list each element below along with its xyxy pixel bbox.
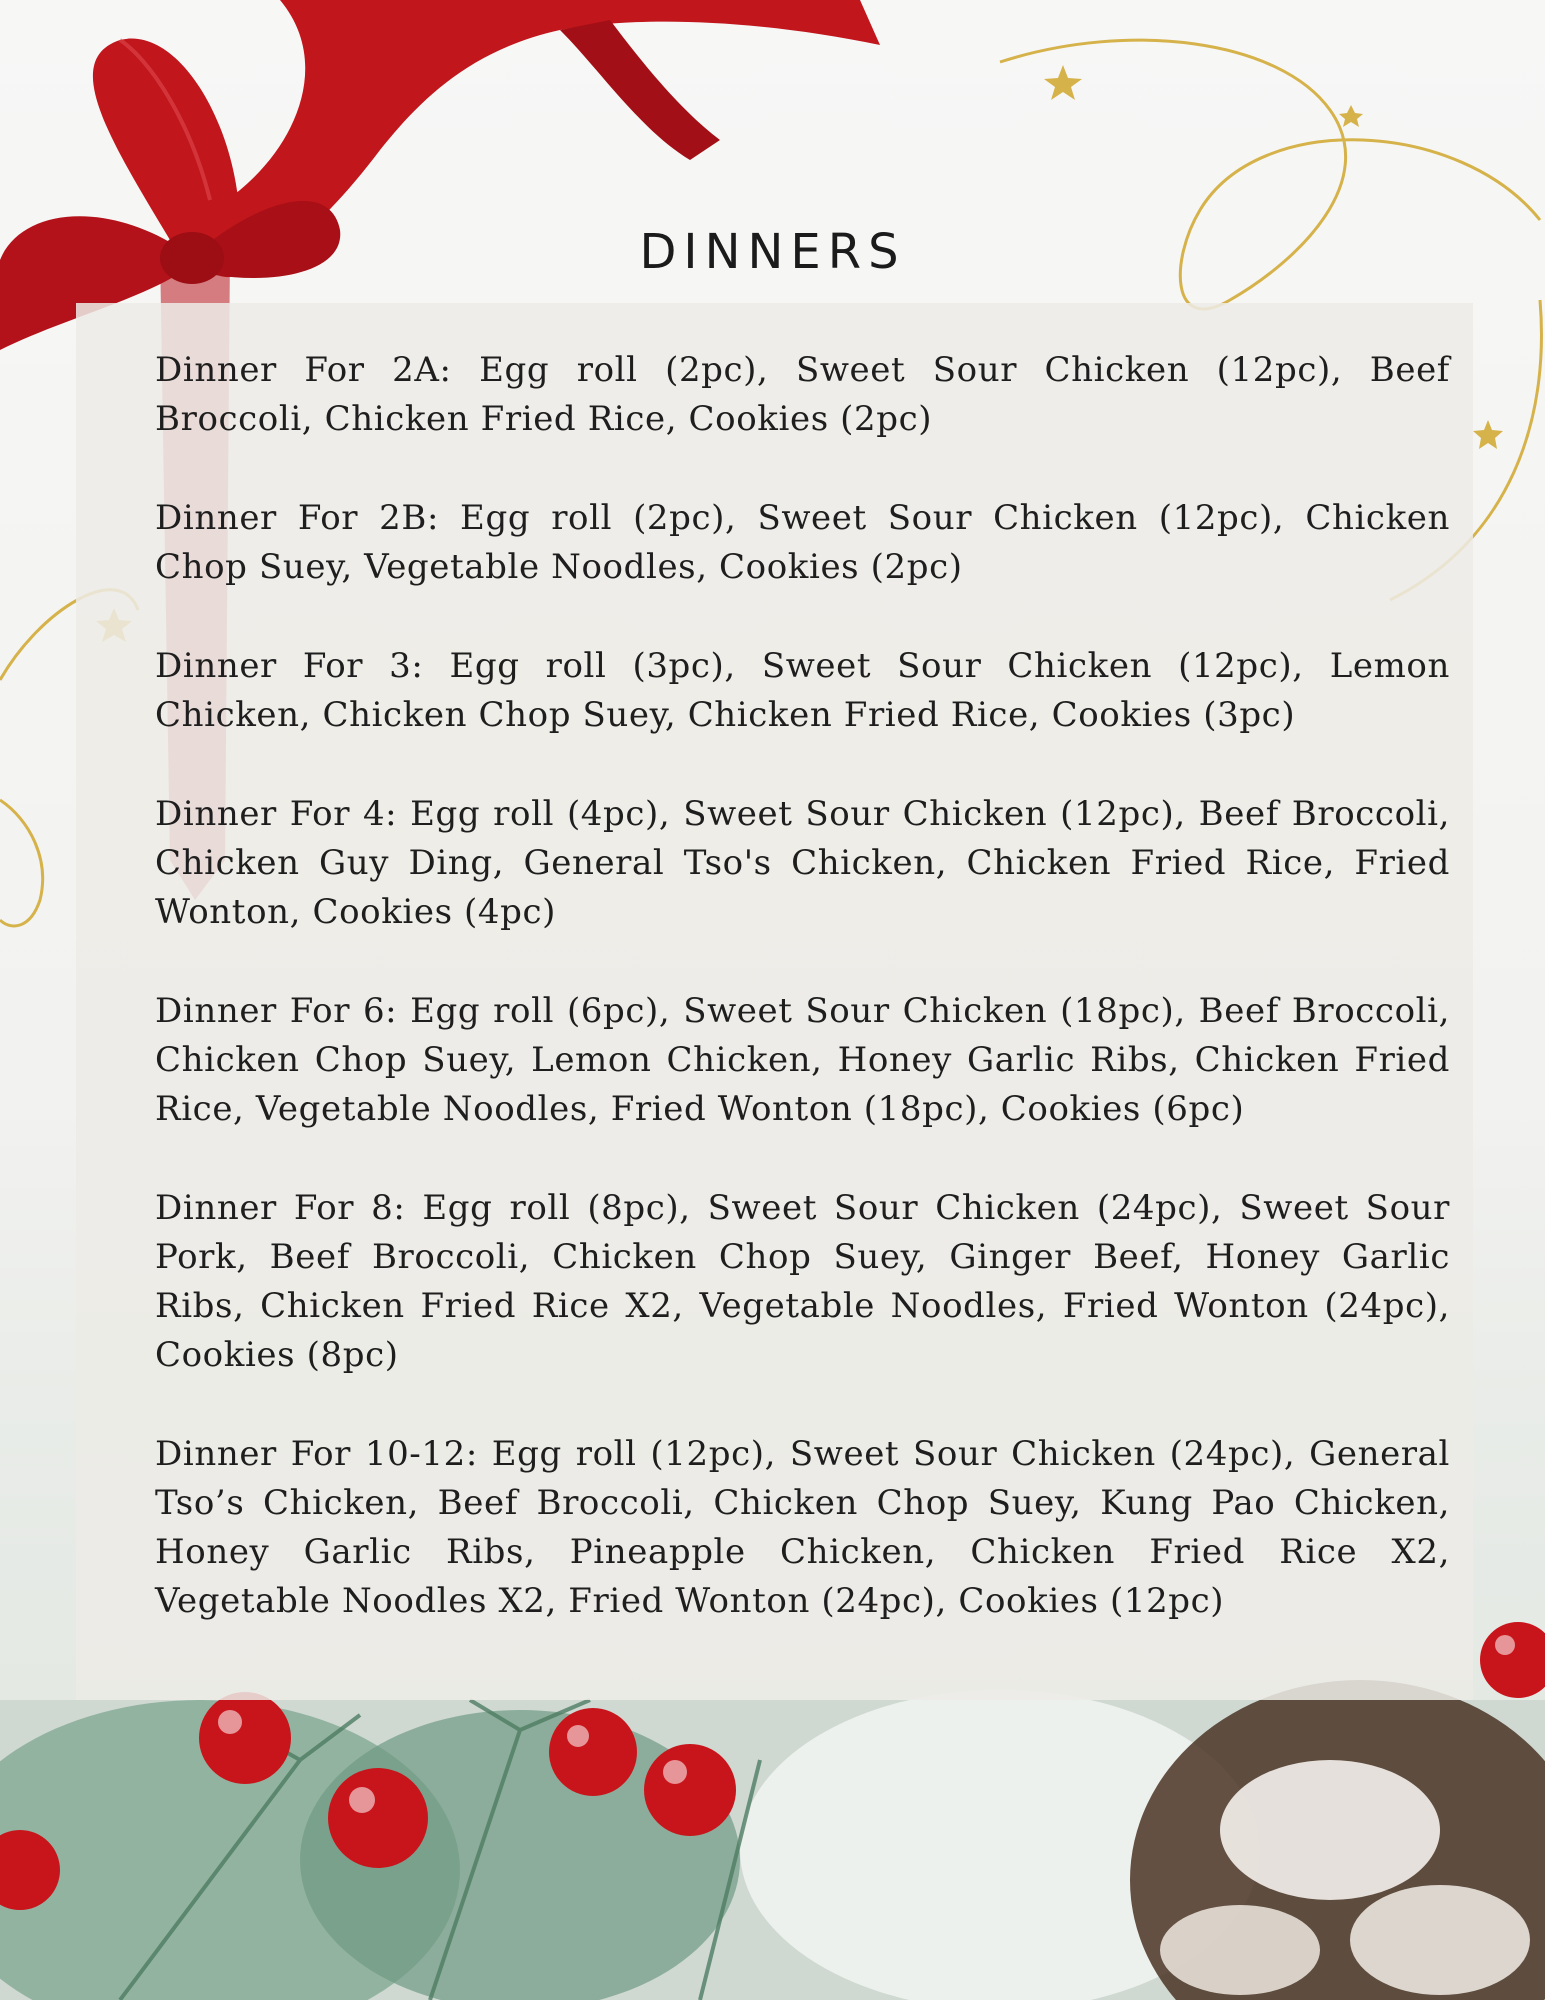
dinner-list: [155, 346, 1450, 1676]
dinner-entry-4: Dinner For 4: Egg roll (4pc), Sweet Sour Chicken (12pc), Beef Broccoli, Chicken Guy Ding, General Tso's Chicken, Chicken Fried Rice, Fried Wonton, Cookies (4pc): [155, 794, 1450, 932]
dinner-entry-2b: Dinner For 2B: Egg roll (2pc), Sweet Sour Chicken (12pc), Chicken Chop Suey, Vegetable Noodles, Cookies (2pc): [155, 498, 1450, 587]
dinner-entry-2a: Dinner For 2A: Egg roll (2pc), Sweet Sour Chicken (12pc), Beef Broccoli, Chicken Fried Rice, Cookies (2pc): [155, 350, 1450, 439]
dinner-entry-3: Dinner For 3: Egg roll (3pc), Sweet Sour Chicken (12pc), Lemon Chicken, Chicken Chop Suey, Chicken Fried Rice, Cookies (3pc): [155, 646, 1450, 735]
page-title: DINNERS: [639, 224, 906, 280]
dinner-entry-10-12: Dinner For 10-12: Egg roll (12pc), Sweet Sour Chicken (24pc), General Tso’s Chicken, Beef Broccoli, Chicken Chop Suey, Kung Pao Chicken, Honey Garlic Ribs, Pineapple Chicken, Chicken Fried Rice X2, Vegetable Noodles X2, Fried Wonton (24pc), Cookies (12pc): [155, 1434, 1450, 1621]
dinner-entry-6: Dinner For 6: Egg roll (6pc), Sweet Sour Chicken (18pc), Beef Broccoli, Chicken Chop Suey, Lemon Chicken, Honey Garlic Ribs, Chicken Fried Rice, Vegetable Noodles, Fried Wonton (18pc), Cookies (6pc): [155, 991, 1450, 1129]
dinner-entry-8: Dinner For 8: Egg roll (8pc), Sweet Sour Chicken (24pc), Sweet Sour Pork, Beef Broccoli, Chicken Chop Suey, Ginger Beef, Honey Garlic Ribs, Chicken Fried Rice X2, Vegetable Noodles, Fried Wonton (24pc), Cookies (8pc): [155, 1188, 1450, 1375]
